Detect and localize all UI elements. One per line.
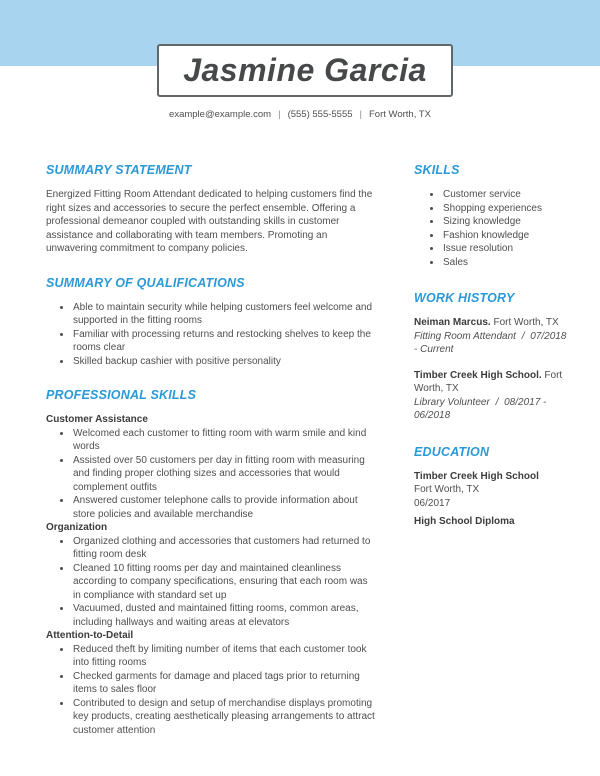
section-skills bbox=[414, 163, 568, 269]
job-header bbox=[414, 369, 568, 396]
section-work-history bbox=[414, 291, 568, 423]
skill-group-list bbox=[46, 427, 376, 522]
employer-name: Neiman Marcus. bbox=[414, 317, 491, 328]
list-item: • Skilled backup cashier with positive personality bbox=[72, 355, 376, 369]
job-location: Fort Worth, TX bbox=[414, 369, 563, 394]
resume-body bbox=[46, 163, 568, 757]
job-role: Library Volunteer bbox=[414, 396, 490, 408]
list-item: • Sizing knowledge bbox=[442, 215, 568, 229]
qualifications-list bbox=[46, 301, 376, 369]
left-column bbox=[46, 163, 376, 757]
job-separator: / bbox=[495, 396, 499, 408]
professional-skills-heading: PROFESSIONAL SKILLS bbox=[46, 388, 197, 402]
list-item: • Assisted over 50 customers per day in fitting room with measuring and finding proper clothing sizes and accessories that would complement outfits bbox=[72, 454, 376, 495]
education-entry bbox=[414, 470, 568, 529]
skill-group-customer-assistance bbox=[46, 413, 376, 521]
school-name: Timber Creek High School bbox=[414, 470, 539, 482]
list-item: • Cleaned 10 fitting rooms per day and maintained cleanliness according to company specifications, ensuring that each room was in compliance with standard set up bbox=[72, 562, 376, 603]
skill-group-title: Organization bbox=[46, 522, 108, 533]
contact-line bbox=[0, 109, 600, 120]
list-item: • Sales bbox=[442, 256, 568, 270]
education-location: Fort Worth, TX bbox=[414, 484, 480, 495]
section-summary-statement bbox=[46, 163, 376, 256]
list-item: • Reduced theft by limiting number of items that each customer took into fitting rooms bbox=[72, 643, 376, 670]
summary-statement-text: Energized Fitting Room Attendant dedicated to helping customers find the right sizes and accessories to secure the perfect ensemble. Offering a professional demeanor coupled with outstanding skills in customer assistance and collaborating with team members. Promoting an unwavering commitment to company policies. bbox=[46, 189, 373, 254]
job-entry bbox=[414, 369, 568, 423]
list-item: • Answered customer telephone calls to provide information about store policies and available merchandise bbox=[72, 494, 376, 521]
job-separator: / bbox=[521, 330, 525, 342]
name-box bbox=[157, 44, 453, 97]
phone-text: (555) 555-5555 bbox=[287, 109, 353, 120]
person-name: Jasmine Garcia bbox=[183, 52, 427, 88]
skills-heading: SKILLS bbox=[414, 163, 460, 177]
qualifications-heading: SUMMARY OF QUALIFICATIONS bbox=[46, 275, 245, 290]
list-item: • Shopping experiences bbox=[442, 202, 568, 216]
contact-separator: | bbox=[359, 109, 362, 120]
section-education bbox=[414, 445, 568, 529]
skills-list bbox=[414, 188, 568, 269]
list-item: • Organized clothing and accessories that customers had returned to fitting room desk bbox=[72, 535, 376, 562]
job-meta bbox=[414, 330, 568, 357]
job-dates: 08/2017 - 06/2018 bbox=[414, 396, 547, 421]
contact-separator: | bbox=[278, 109, 281, 120]
summary-statement-heading: SUMMARY STATEMENT bbox=[46, 163, 192, 177]
location-text: Fort Worth, TX bbox=[369, 109, 431, 120]
list-item: • Able to maintain security while helping customers feel welcome and supported in the fitting rooms bbox=[72, 301, 376, 328]
section-summary-of-qualifications bbox=[46, 276, 376, 369]
job-role: Fitting Room Attendant bbox=[414, 330, 516, 342]
job-location: Fort Worth, TX bbox=[493, 317, 559, 328]
list-item: • Issue resolution bbox=[442, 242, 568, 256]
skill-group-title: Customer Assistance bbox=[46, 414, 148, 425]
degree-name: High School Diploma bbox=[414, 516, 515, 527]
skill-group-list bbox=[46, 643, 376, 738]
job-meta bbox=[414, 396, 568, 423]
list-item: • Familiar with processing returns and restocking shelves to keep the rooms clear bbox=[72, 328, 376, 355]
employer-name: Timber Creek High School. bbox=[414, 369, 542, 381]
list-item: • Customer service bbox=[442, 188, 568, 202]
list-item: • Welcomed each customer to fitting room with warm smile and kind words bbox=[72, 427, 376, 454]
list-item: • Fashion knowledge bbox=[442, 229, 568, 243]
right-column bbox=[414, 163, 568, 757]
section-professional-skills bbox=[46, 388, 376, 737]
education-heading: EDUCATION bbox=[414, 444, 490, 459]
list-item: • Checked garments for damage and placed tags prior to returning items to sales floor bbox=[72, 670, 376, 697]
skill-group-title: Attention-to-Detail bbox=[46, 630, 134, 641]
skill-group-list bbox=[46, 535, 376, 630]
skill-group-organization bbox=[46, 521, 376, 629]
skill-group-attention-to-detail bbox=[46, 629, 376, 737]
list-item: • Contributed to design and setup of merchandise displays promoting key products, creating aesthetically pleasing arrangements to attract customer attention bbox=[72, 697, 376, 738]
job-dates: 07/2018 - Current bbox=[414, 330, 567, 355]
education-date: 06/2017 bbox=[414, 497, 451, 509]
job-entry bbox=[414, 316, 568, 357]
work-history-heading: WORK HISTORY bbox=[414, 291, 515, 305]
job-header bbox=[414, 316, 568, 330]
email-text: example@example.com bbox=[169, 109, 272, 120]
list-item: • Vacuumed, dusted and maintained fitting rooms, common areas, including hallways and waiting areas at elevators bbox=[72, 602, 376, 629]
